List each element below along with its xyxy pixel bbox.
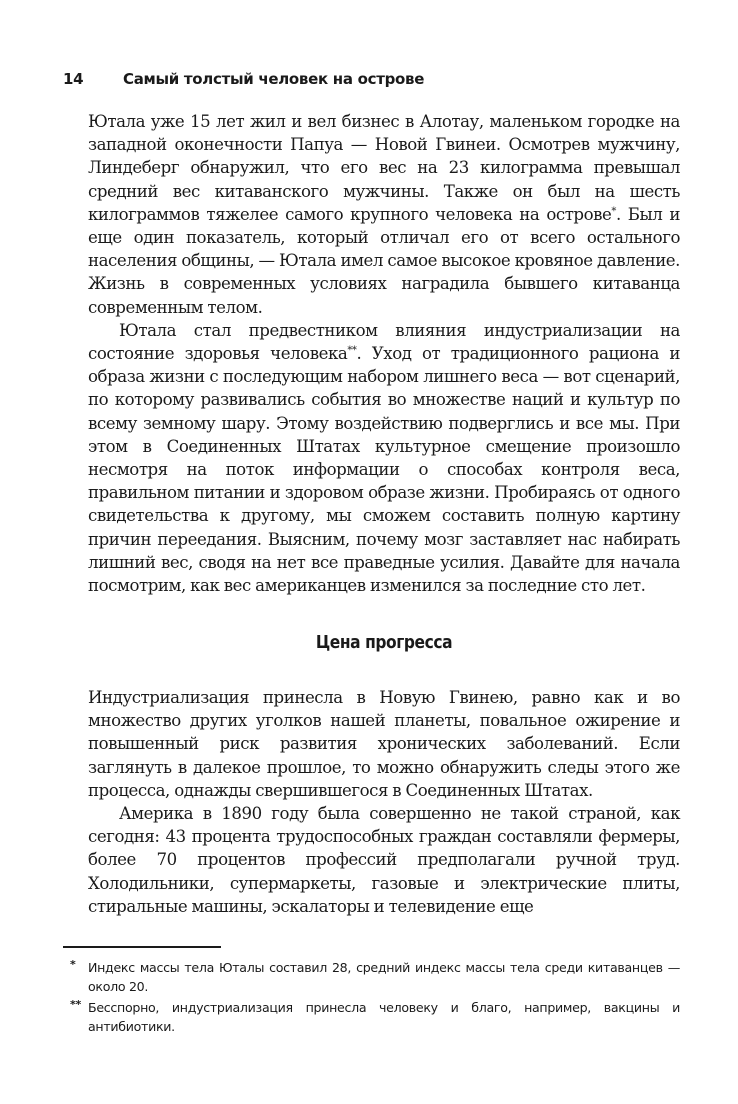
footnote-ref-1[interactable]: * <box>611 205 616 217</box>
paragraph-america-1890: Америка в 1890 году была совершенно не такой страной, как сегодня: 43 процента трудоспособных граждан составляли фермеры, более 70 процентов профессий предполагали ручной труд. Холодильники, супермаркеты, газовые и электрические плиты, стиральные машины, эскалаторы и телевидение еще <box>88 804 680 916</box>
paragraph-text: Ютала уже 15 лет жил и вел бизнес в Алотау, маленьком городке на западной оконечности Папуа — Новой Гвинеи. Осмотрев мужчину, Линдеберг обнаружил, что его вес на 23 килограмма превышал средний вес китаванского мужчины. Также он был на шесть килограммов тяжелее самого крупного человека на острове <box>88 112 680 224</box>
running-title: Самый толстый человек на острове <box>123 70 425 88</box>
footnote-marker: * <box>70 958 76 971</box>
footnote-2 <box>70 998 680 1036</box>
paragraph-text: Ютала стал предвестником влияния индустриализации на состояние здоровья человека <box>88 320 680 364</box>
footnote-text: Бесспорно, индустриализация принесла человеку и благо, например, вакцины и антибиотики. <box>88 1000 680 1034</box>
paragraph-text: . Был и еще один показатель, который отличал его от всего остального населения общины, — Ютала имел самое высокое кровяное давление. Жизнь в современных условиях наградила бывшего китаванца современным телом. <box>88 204 681 317</box>
footnote-ref-2[interactable]: ** <box>347 345 357 357</box>
paragraph-text: . Уход от традиционного рациона и образа жизни с последующим набором лишнего веса — вот сценарий, по которому развивались события во множестве наций и культур по всему земному шару. Этому воздействию подверглись и все мы. При этом в Соединенных Штатах культурное смещение произошло несмотря на поток информации о способах контроля веса, правильном питании и здоровом образе жизни. Пробираясь от одного свидетельства к другому, мы сможем составить полную картину причин переедания. Выясним, почему мозг заставляет нас набирать лишний вес, сводя на нет все праведные усилия. Давайте для начала посмотрим, как вес американцев изменился за последние сто лет. <box>88 344 680 596</box>
section-heading: Цена прогресса <box>315 632 453 653</box>
footnote-divider <box>63 946 221 948</box>
footnotes <box>70 958 680 1038</box>
section-intro-text <box>88 110 680 597</box>
footnote-marker: ** <box>70 998 81 1011</box>
footnote-1 <box>70 958 680 996</box>
paragraph-new-guinea: Индустриализация принесла в Новую Гвинею, равно как и во множество других уголков нашей планеты, повальное ожирение и повышенный риск развития хронических заболеваний. Если заглянуть в далекое прошлое, то можно обнаружить следы этого же процесса, однажды свершившегося в Соединенных Штатах. <box>88 688 680 800</box>
paragraph-yutala <box>88 110 680 319</box>
running-header <box>63 70 424 88</box>
paragraph-industrialization <box>88 319 680 597</box>
footnote-text: Индекс массы тела Юталы составил 28, средний индекс массы тела среди китаванцев — около 20. <box>88 960 680 994</box>
section-progress-text <box>88 686 680 918</box>
page-number: 14 <box>63 70 84 88</box>
